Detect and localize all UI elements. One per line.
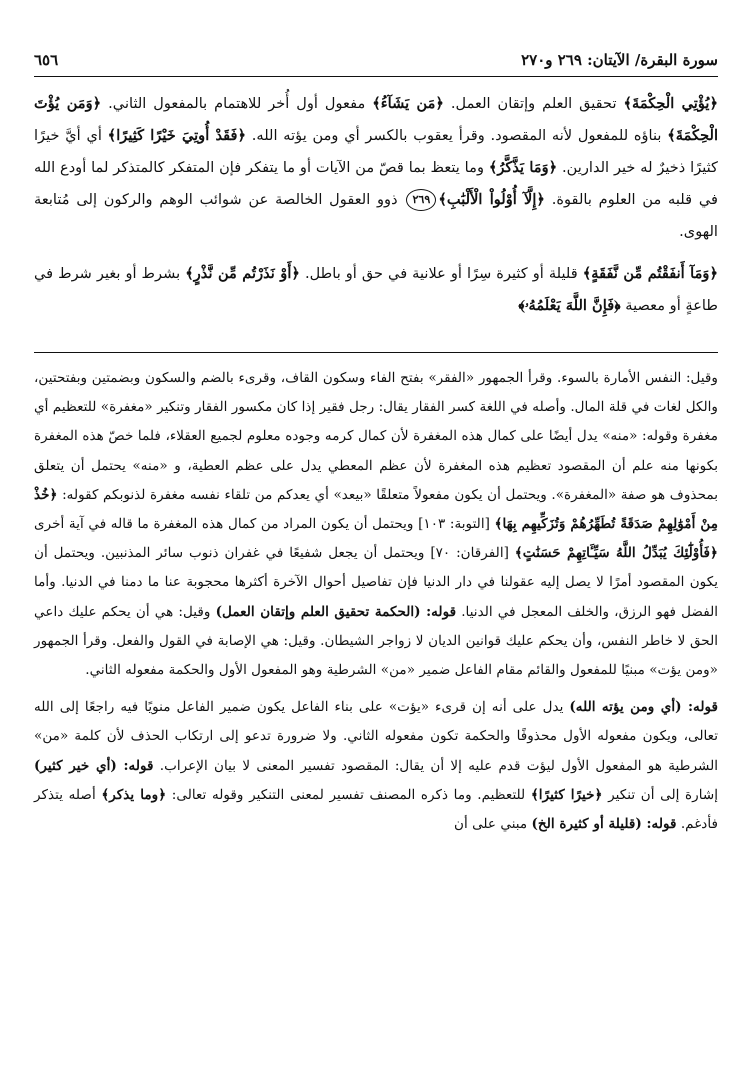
header-rule — [34, 76, 718, 77]
commentary-text-run: إشارة إلى أن تنكير — [602, 786, 718, 803]
verse-number-marker: ٢٦٩ — [406, 189, 436, 211]
tafsir-text: ذوو العقول الخالصة عن شوائب الوهم والركون إلى مُتابعة الهوى. — [34, 191, 718, 240]
page-header — [34, 46, 718, 74]
running-title: سورة البقرة/ الآيتان: ٢٦٩ و٢٧٠ — [521, 51, 718, 69]
quran-quote: ﴿وما يذكر﴾ — [101, 786, 167, 803]
tafsir-text: مفعول أول أُخر للاهتمام بالمفعول الثاني. — [101, 95, 373, 112]
commentary-paragraph — [34, 693, 718, 839]
quran-quote: ﴿وَمَن يُؤْتَ الْحِكْمَةَ﴾ — [34, 95, 718, 144]
commentary-text-run: وقيل: النفس الأمارة بالسوء. وقرأ الجمهور «الفقر» بفتح الفاء وسكون القاف، وقرىء بالضم والسكون وبضمتين وبفتحتين، والكل لغات في قلة المال. وأصله في اللغة كسر الفقار يقال: رجل فقير إذا كان مكسور الفقار وتنكير «مغفرة» للتعظيم أي مغفرة وقوله: «منه» يدل أيضًا على كمال هذه المغفرة لأن كمال كرمه وجوده معلوم لجميع العقلاء، فلما خصّ هذه المغفرة بكونها منه علم أن المقصود تعظيم هذه المغفرة لأن عظم المعطي يدل على عظم العطية، و «منه» يحتمل أن يتعلق بمحذوف هو صفة «المغفرة». ويحتمل أن يكون مفعولاً متعلقًا «بيعد» أي يعدكم من تلقاء نفسه مغفرة لذنوبكم كقوله: — [34, 370, 718, 503]
quran-quote: ﴿فَأُوْلَٰٓئِكَ يُبَدِّلُ اللَّهُ سَيِّـَٔاتِهِمْ حَسَنَٰتٍ﴾ — [514, 545, 718, 562]
quran-quote: ﴿يُؤْتِي الْحِكْمَةَ﴾ — [623, 95, 718, 112]
commentary-text — [34, 364, 718, 839]
commentary-lemma: قوله: (أي ومن يؤته الله) — [569, 699, 718, 716]
commentary-lemma: قوله: (قليلة أو كثيرة الخ) — [531, 816, 677, 833]
quran-quote: ﴿فَإِنَّ اللَّهَ يَعْلَمُهُۥ﴾ — [518, 297, 621, 314]
commentary-paragraph — [34, 364, 718, 685]
tafsir-text: تحقيق العلم وإتقان العمل. — [443, 95, 624, 112]
commentary-text-run: يدل على أنه إن قرىء «يؤت» على بناء الفاعل يكون ضمير الفاعل منويًا فيه راجعًا إلى الله تعالى، ويكون مفعوله الأول محذوفًا والحكمة تكون مفعوله الثاني. ولا ضرورة تدعو إلى ارتكاب الحذف لأن كلمة «من» الشرطية هو المفعول الأول ليؤت قدم عليه إلا أن يقال: المقصود تفسير المعنى لا بيان الإعراب. — [34, 699, 718, 774]
commentary-text-run: وقيل: هي أن يحكم عليك داعي الحق لا خاطر النفس، وأن يحكم عليك قوانين الديان لا زواجر الشيطان. وقيل: هي الإصابة في القول والفعل. وقرأ الجمهور «ومن يؤت» مبنيًا للمفعول والقائم مقام الفاعل ضمير «من» الشرطية وهو المفعول الأول والحكمة مفعوله الثاني. — [34, 603, 718, 679]
quran-quote: ﴿إِلَّآ أُوْلُواْ الْأَلْبَٰبِ﴾ — [438, 191, 545, 208]
tafsir-text: بشرط أو بغير شرط في طاعةٍ أو معصية — [34, 265, 718, 314]
commentary-text-run: أصله يتذكر فأدغم. — [34, 786, 718, 833]
commentary-text-run: للتعظيم. وما ذكره المصنف تفسير لمعنى التنكير وقوله تعالى: — [166, 786, 531, 803]
tafsir-text: وما يتعظ بما قصّ من الآيات أو ما يتفكر فإن المتفكر كالمتذكر لما أودع الله في قلبه من العلوم بالقوة. — [34, 159, 718, 208]
tafsir-text: أي أيَّ خيرًا كثيرًا ذخيرٌ له خير الدارين. — [34, 127, 718, 176]
quran-quote: ﴿خيرًا كثيرًا﴾ — [530, 786, 603, 803]
tafsir-text: بناؤه للمفعول لأنه المقصود. وقرأ يعقوب بالكسر أي ومن يؤته الله. — [246, 127, 668, 144]
quran-quote: ﴿فَقَدْ أُوتِيَ خَيْرًا كَثِيرًا﴾ — [107, 127, 247, 144]
main-paragraph — [34, 258, 718, 322]
main-paragraph — [34, 88, 718, 248]
quran-quote: ﴿خُذْ مِنْ أَمْوَٰلِهِمْ صَدَقَةً تُطَهِّرُهُمْ وَتُزَكِّيهِم بِهَا﴾ — [34, 486, 718, 533]
main-text — [34, 88, 718, 322]
quran-quote: ﴿وَمَآ أَنفَقْتُم مِّن نَّفَقَةٍ﴾ — [582, 265, 719, 282]
tafsir-text: قليلة أو كثيرة سِرًا أو علانية في حق أو باطل. — [299, 265, 583, 282]
commentary-text-run: مبني على أن — [454, 816, 532, 833]
commentary-text-run: [الفرقان: ٧٠] ويحتمل أن يجعل شفيعًا في غفران ذنوب سائر المذنبين. ويحتمل أن يكون المقصود أمرًا لا يصل إليه عقولنا في دار الدنيا فإن تفاصيل أحوال الآخرة أكثرها محجوبة عنا ما دمنا في الدنيا. وأما الفضل فهو الرزق، والخلف المعجل في الدنيا. — [34, 545, 719, 620]
commentary-lemma: قوله: (الحكمة تحقيق العلم وإتقان العمل) — [215, 603, 457, 620]
quran-quote: ﴿وَمَا يَذَّكَّرُ﴾ — [488, 159, 558, 176]
section-divider — [34, 352, 718, 353]
page-number: ٦٥٦ — [34, 51, 59, 69]
commentary-lemma: قوله: (أي خير كثير) — [34, 757, 154, 774]
commentary-text-run: [التوبة: ١٠٣] ويحتمل أن يكون المراد من كمال هذه المغفرة ما قاله في آية أخرى — [34, 516, 495, 533]
quran-quote: ﴿مَن يَشَآءُ﴾ — [372, 95, 444, 112]
quran-quote: ﴿أَوْ نَذَرْتُم مِّن نَّذْرٍ﴾ — [185, 265, 300, 282]
